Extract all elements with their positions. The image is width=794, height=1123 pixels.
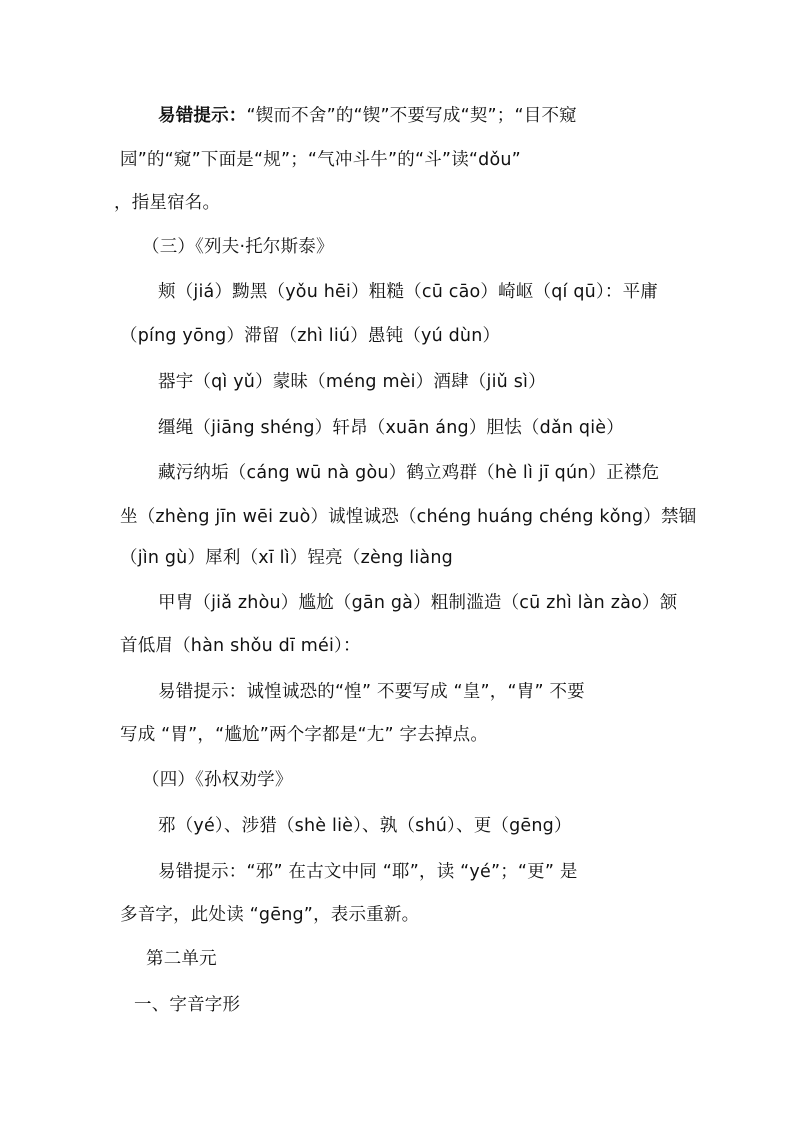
tip-line-7: 多音字，此处读 “gēng”，表示重新。 bbox=[120, 905, 420, 925]
tip-line-5: 写成 “胃”，“尴尬”两个字都是“尢” 字去掉点。 bbox=[120, 725, 489, 745]
pinyin-line-8: 甲胄（jiǎ zhòu）尴尬（gān gà）粗制滥造（cū zhì làn zào）颔 bbox=[158, 593, 678, 613]
section-heading-4: （四）《孙权劝学》 bbox=[142, 770, 293, 790]
pinyin-line-10: 邪（yé）、涉猎（shè liè）、孰（shú）、更（gēng） bbox=[158, 816, 572, 836]
pinyin-line-6: 坐（zhèng jīn wēi zuò）诚惶诚恐（chéng huáng chéng kǒng）禁锢 bbox=[120, 507, 697, 527]
subsection-heading: 一、字音字形 bbox=[134, 995, 241, 1015]
tip-text: “锲而不舍”的“锲”不要写成“契”；“目不窥 bbox=[246, 106, 577, 126]
pinyin-line-9: 首低眉（hàn shǒu dī méi）： bbox=[120, 636, 361, 656]
pinyin-line-7: （jìn gù）犀利（xī lì）锃亮（zèng liàng bbox=[120, 548, 453, 568]
unit-heading: 第二单元 bbox=[146, 949, 217, 969]
tip-line-2: 园”的“窥”下面是“规”；“气冲斗牛”的“斗”读“dǒu” bbox=[120, 150, 521, 170]
section-heading-3: （三）《列夫·托尔斯泰》 bbox=[142, 237, 334, 257]
tip-line-6: 易错提示：“邪” 在古文中同 “耶”，读 “yé”；“更” 是 bbox=[158, 862, 578, 882]
pinyin-line-5: 藏污纳垢（cáng wū nà gòu）鹤立鸡群（hè lì jī qún）正襟危 bbox=[158, 463, 660, 483]
tip-label: 易错提示： bbox=[158, 106, 247, 126]
pinyin-line-3: 器宇（qì yǔ）蒙昧（méng mèi）酒肆（jiǔ sì） bbox=[158, 372, 546, 392]
tip-line-1 bbox=[158, 104, 718, 128]
pinyin-line-1: 颊（jiá）黝黑（yǒu hēi）粗糙（cū cāo）崎岖（qí qū）：平庸 bbox=[158, 282, 658, 302]
pinyin-line-4: 缰绳（jiāng shéng）轩昂（xuān áng）胆怯（dǎn qiè） bbox=[158, 418, 624, 438]
tip-line-3: ，指星宿名。 bbox=[114, 193, 221, 213]
tip-line-4: 易错提示：诚惶诚恐的“惶” 不要写成 “皇”，“胄” 不要 bbox=[158, 682, 585, 702]
pinyin-line-2: （píng yōng）滞留（zhì liú）愚钝（yú dùn） bbox=[120, 326, 501, 346]
